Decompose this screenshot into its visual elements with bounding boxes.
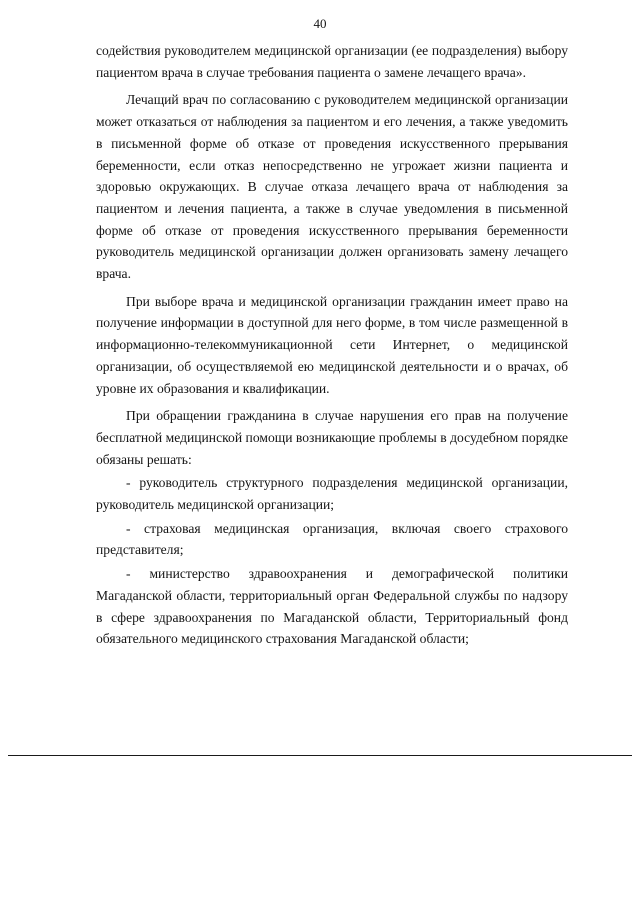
document-body: [96, 40, 568, 650]
footer-divider: [8, 755, 632, 756]
paragraph-right-to-information: При выборе врача и медицинской организации гражданин имеет право на получение информации в доступной для него форме, в том числе размещенной в информационно-телекоммуникационной сети Интернет, о медицинской организации, об осуществляемой ею медицинской деятельности и о врачах, об уровне их образования и квалификации.: [96, 293, 568, 396]
list-item-department-head: - руководитель структурного подразделения медицинской организации, руководитель медицинской организации;: [96, 475, 568, 513]
list-item-insurance-organization: - страховая медицинская организация, включая своего страхового представителя;: [96, 520, 568, 558]
paragraph-complaint-resolution: При обращении гражданина в случае нарушения его прав на получение бесплатной медицинской помощи возникающие проблемы в досудебном порядке обязаны решать:: [96, 408, 568, 467]
page-number: 40: [313, 16, 327, 31]
list-item-ministry-of-health: - министерство здравоохранения и демографической политики Магаданской области, территориальный орган Федеральной службы по надзору в сфере здравоохранения по Магаданской области, Территориальный фонд обязательного медицинского страхования Магаданской области;: [96, 566, 568, 647]
paragraph-continuation: содействия руководителем медицинской организации (ее подразделения) выбору пациентом врача в случае требования пациента о замене лечащего врача».: [96, 43, 568, 80]
paragraph-attending-physician-refusal: Лечащий врач по согласованию с руководителем медицинской организации может отказаться от наблюдения за пациентом и его лечения, а также уведомить в письменной форме об отказе от проведения искусственного прерывания беременности, если отказ непосредственно не угрожает жизни пациента и здоровью окружающих. В случае отказа лечащего врача от наблюдения за пациентом и лечения пациента, а также в случае уведомления в письменной форме об отказе от проведения искусственного прерывания беременности руководитель медицинской организации должен организовать замену лечащего врача.: [96, 92, 568, 282]
